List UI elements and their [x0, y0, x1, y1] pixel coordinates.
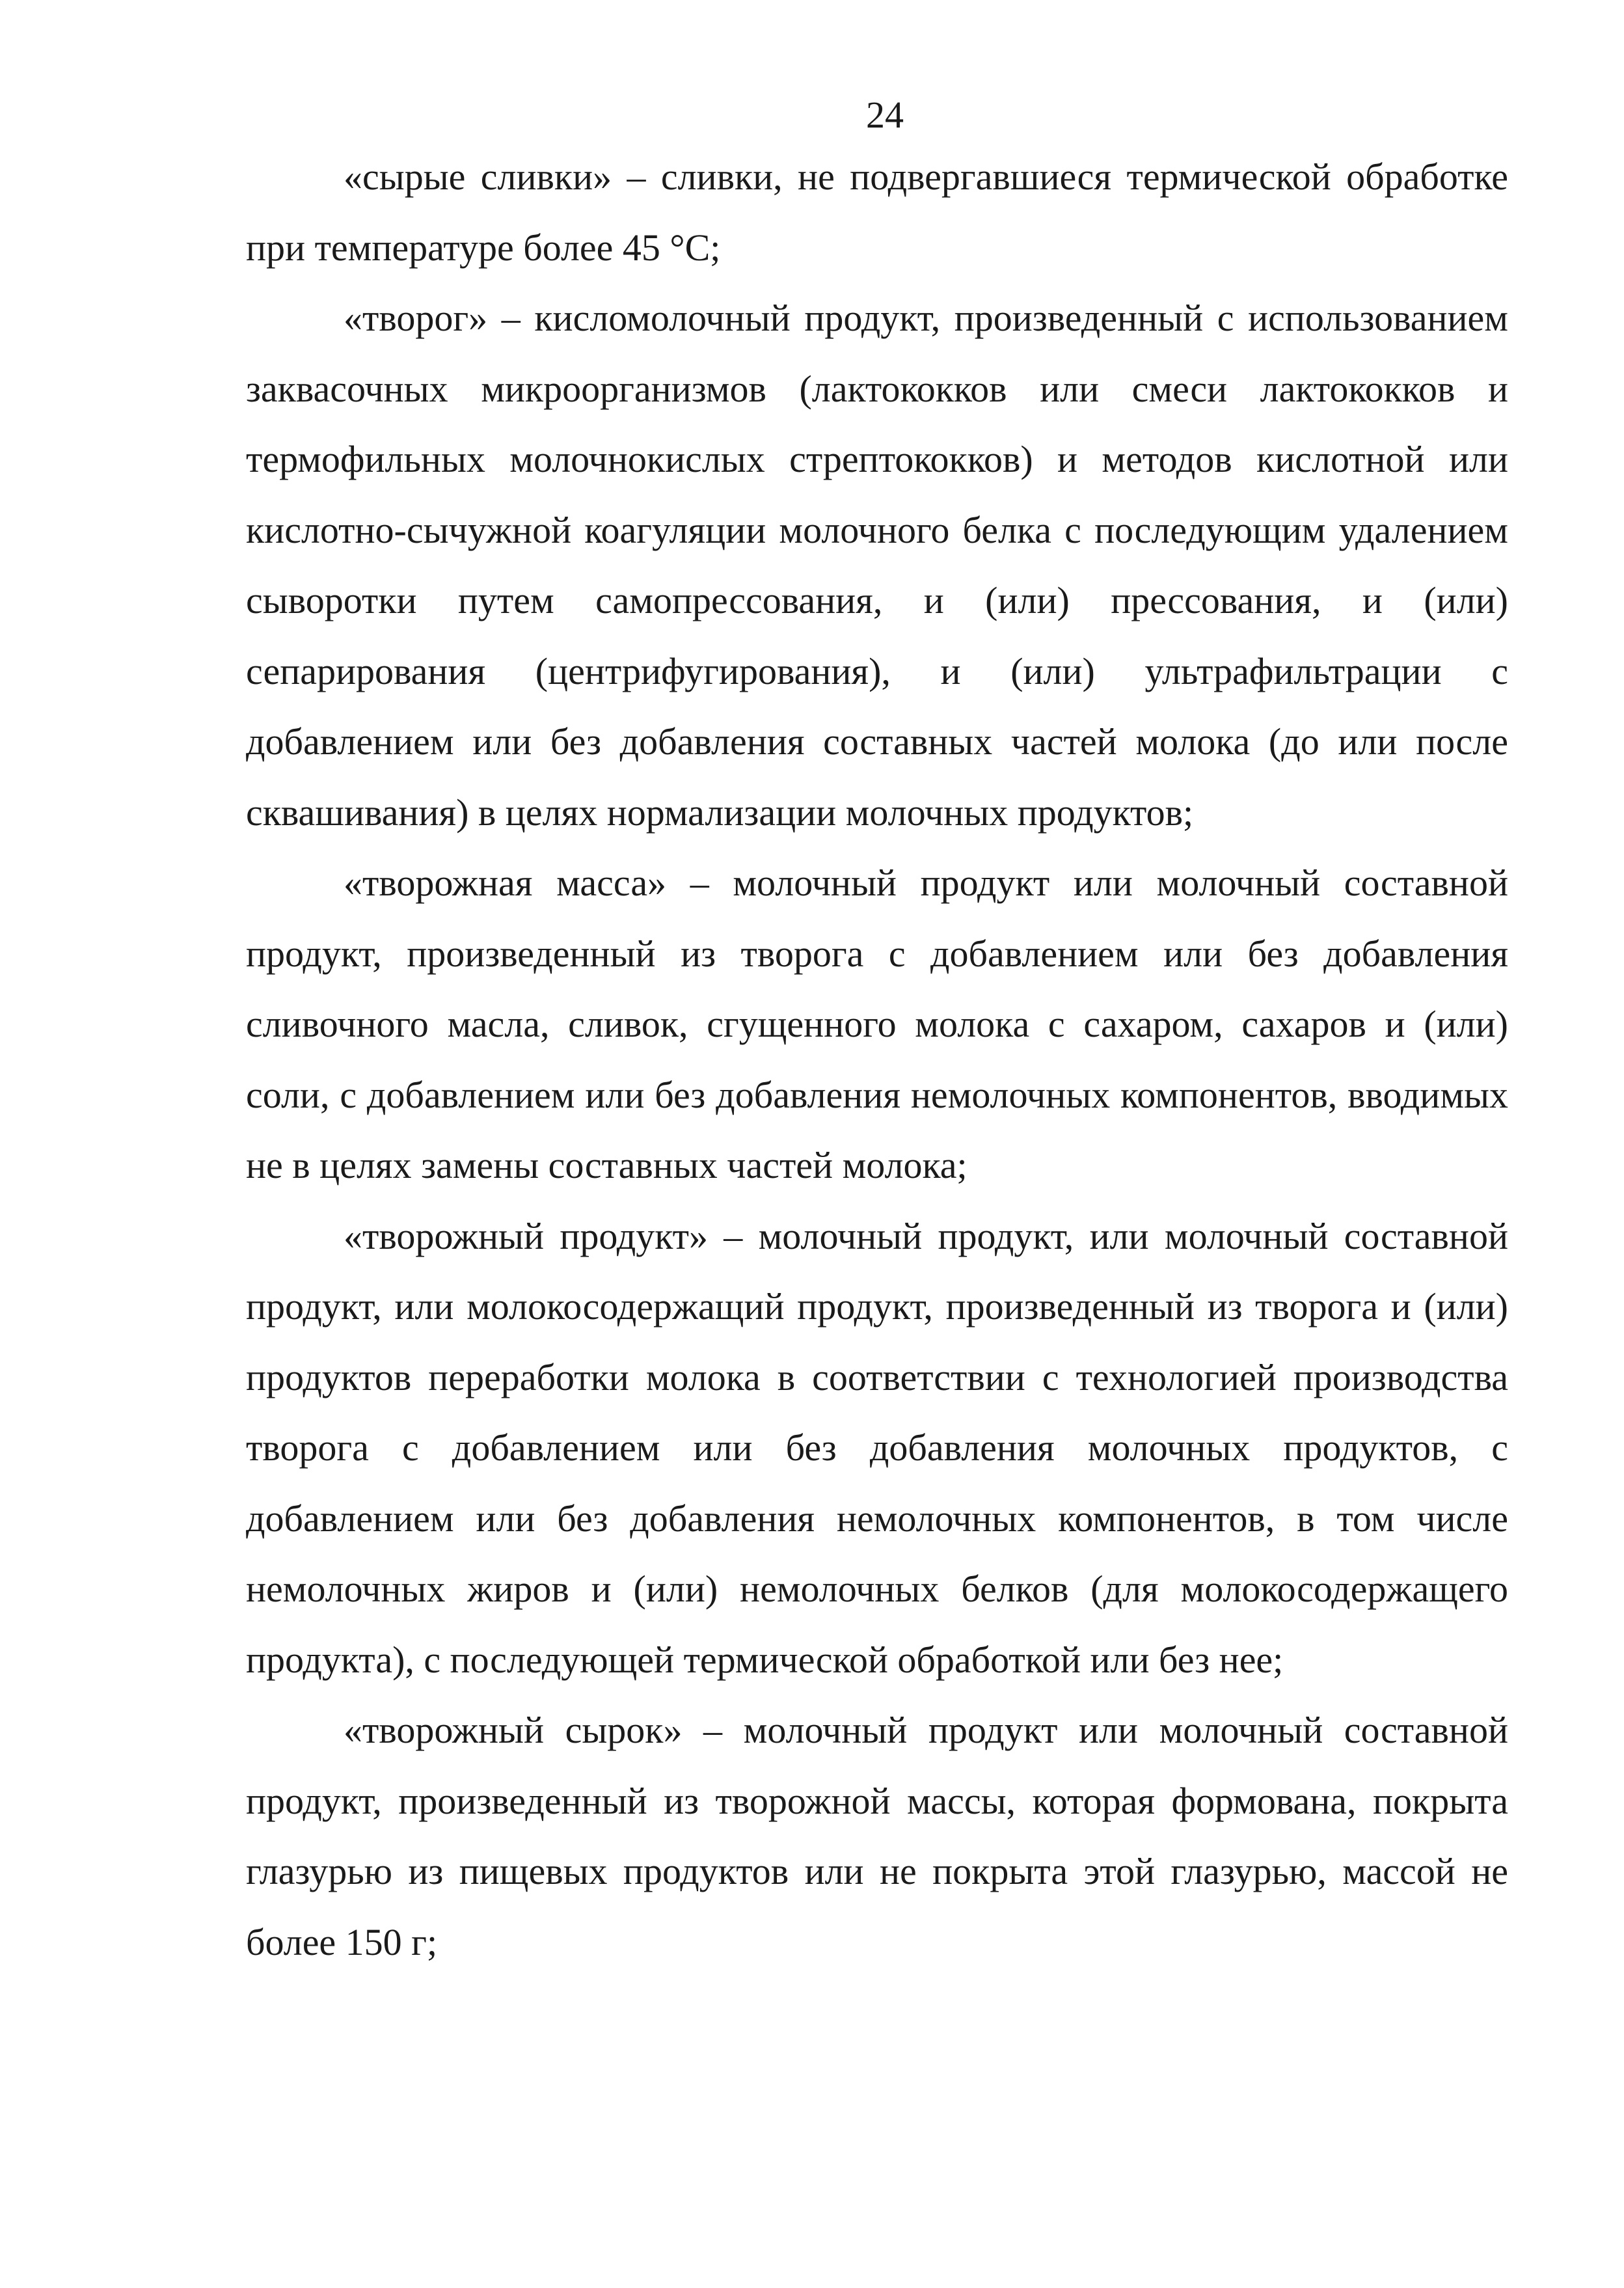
page-number: 24	[866, 94, 904, 136]
definition-curd-snack: «творожный сырок» – молочный продукт или молочный составной продукт, произведенный из творожной массы, которая формована, покрыта глазурью из пищевых продуктов или не покрыта этой глазурью, массой не более 150 г;	[246, 1709, 1508, 1963]
definition-curd-mass: «творожная масса» – молочный продукт или молочный составной продукт, произведенный из творога с добавлением или без добавления сливочного масла, сливок, сгущенного молока с сахаром, сахаров и (или) соли, с добавлением или без добавления немолочных компонентов, вводимых не в целях замены составных частей молока;	[246, 862, 1508, 1186]
definition-curd-product: «творожный продукт» – молочный продукт, или молочный составной продукт, или молокосодержащий продукт, произведенный из творога и (или) продуктов переработки молока в соответствии с технологией производства творога с добавлением или без добавления молочных продуктов, с добавлением или без добавления немолочных компонентов, в том числе немолочных жиров и (или) немолочных белков (для молокосодержащего продукта), с последующей термической обработкой или без нее;	[246, 1214, 1508, 1681]
definitions-list	[246, 142, 1508, 1978]
definition-raw-cream: «сырые сливки» – сливки, не подвергавшиеся термической обработке при температуре более 45 °С;	[246, 156, 1508, 269]
definition-cottage-cheese: «творог» – кисломолочный продукт, произведенный с использованием заквасочных микроорганизмов (лактококков или смеси лактококков и термофильных молочнокислых стрептококков) и методов кислотной или кислотно-сычужной коагуляции молочного белка с последующим удалением сыворотки путем самопрессования, и (или) прессования, и (или) сепарирования (центрифугирования), и (или) ультрафильтрации с добавлением или без добавления составных частей молока (до или после сквашивания) в целях нормализации молочных продуктов;	[246, 297, 1508, 834]
